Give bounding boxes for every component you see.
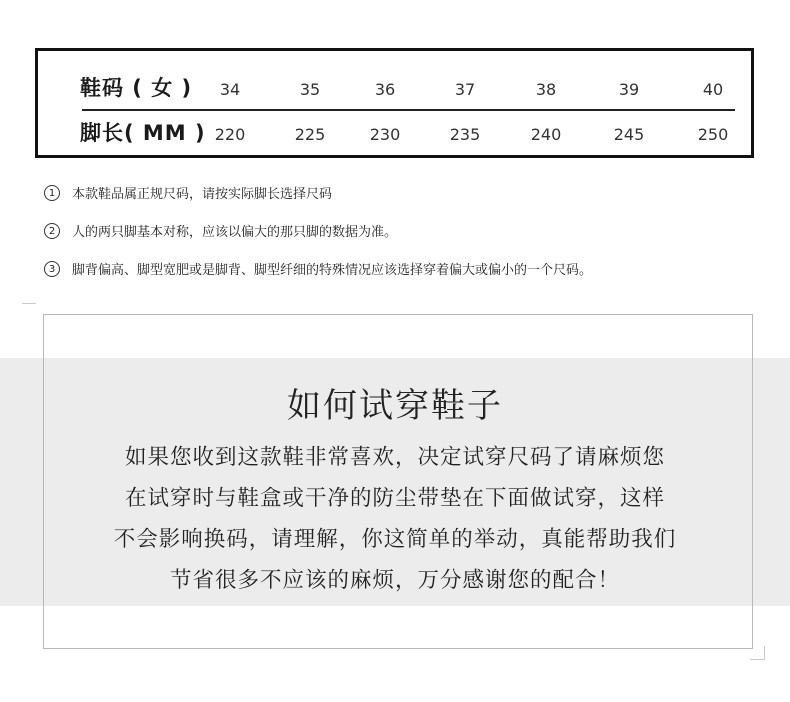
- corner-mark: [22, 303, 36, 304]
- try-on-line: 如果您收到这款鞋非常喜欢，决定试穿尺码了请麻烦您: [124, 445, 665, 470]
- size-notes: [44, 183, 764, 297]
- size-cell: 39: [618, 80, 640, 99]
- foot-length-label: 脚长( MM ): [80, 121, 206, 145]
- try-on-line: 在试穿时与鞋盒或干净的防尘带垫在下面做试穿，这样: [124, 486, 665, 511]
- corner-mark: [764, 646, 765, 660]
- size-cell: 37: [454, 80, 476, 99]
- note-item: [44, 221, 764, 259]
- length-cell: 245: [613, 125, 645, 144]
- corner-mark: [750, 659, 765, 660]
- try-on-line: 不会影响换码，请理解，你这简单的举动，真能帮助我们: [113, 527, 677, 552]
- length-cell: 235: [449, 125, 481, 144]
- try-on-line: 节省很多不应该的麻烦，万分感谢您的配合！: [169, 568, 620, 593]
- note-number-badge: 3: [44, 261, 60, 277]
- length-cell: 250: [697, 125, 729, 144]
- length-cell: 225: [294, 125, 326, 144]
- note-text: 本款鞋品属正规尺码，请按实际脚长选择尺码: [72, 187, 333, 202]
- try-on-title: 如何试穿鞋子: [287, 386, 503, 426]
- note-text: 脚背偏高、脚型宽肥或是脚背、脚型纤细的特殊情况应该选择穿着偏大或偏小的一个尺码。: [72, 263, 593, 278]
- shoe-size-label: 鞋码 ( 女 ): [80, 76, 193, 100]
- note-item: [44, 183, 764, 221]
- note-number-badge: 2: [44, 223, 60, 239]
- size-chart-table: [35, 48, 754, 158]
- size-cell: 34: [219, 80, 241, 99]
- note-text: 人的两只脚基本对称，应该以偏大的那只脚的数据为准。: [72, 225, 398, 240]
- size-cell: 40: [702, 80, 724, 99]
- size-cell: 38: [535, 80, 557, 99]
- table-divider: [82, 109, 735, 111]
- foot-length-row: [38, 113, 751, 153]
- size-cell: 35: [299, 80, 321, 99]
- note-item: [44, 259, 764, 297]
- length-cell: 230: [369, 125, 401, 144]
- try-on-body: [0, 440, 790, 604]
- size-cell: 36: [374, 80, 396, 99]
- length-cell: 240: [530, 125, 562, 144]
- length-cell: 220: [214, 125, 246, 144]
- note-number-badge: 1: [44, 185, 60, 201]
- shoe-size-row: [38, 68, 751, 108]
